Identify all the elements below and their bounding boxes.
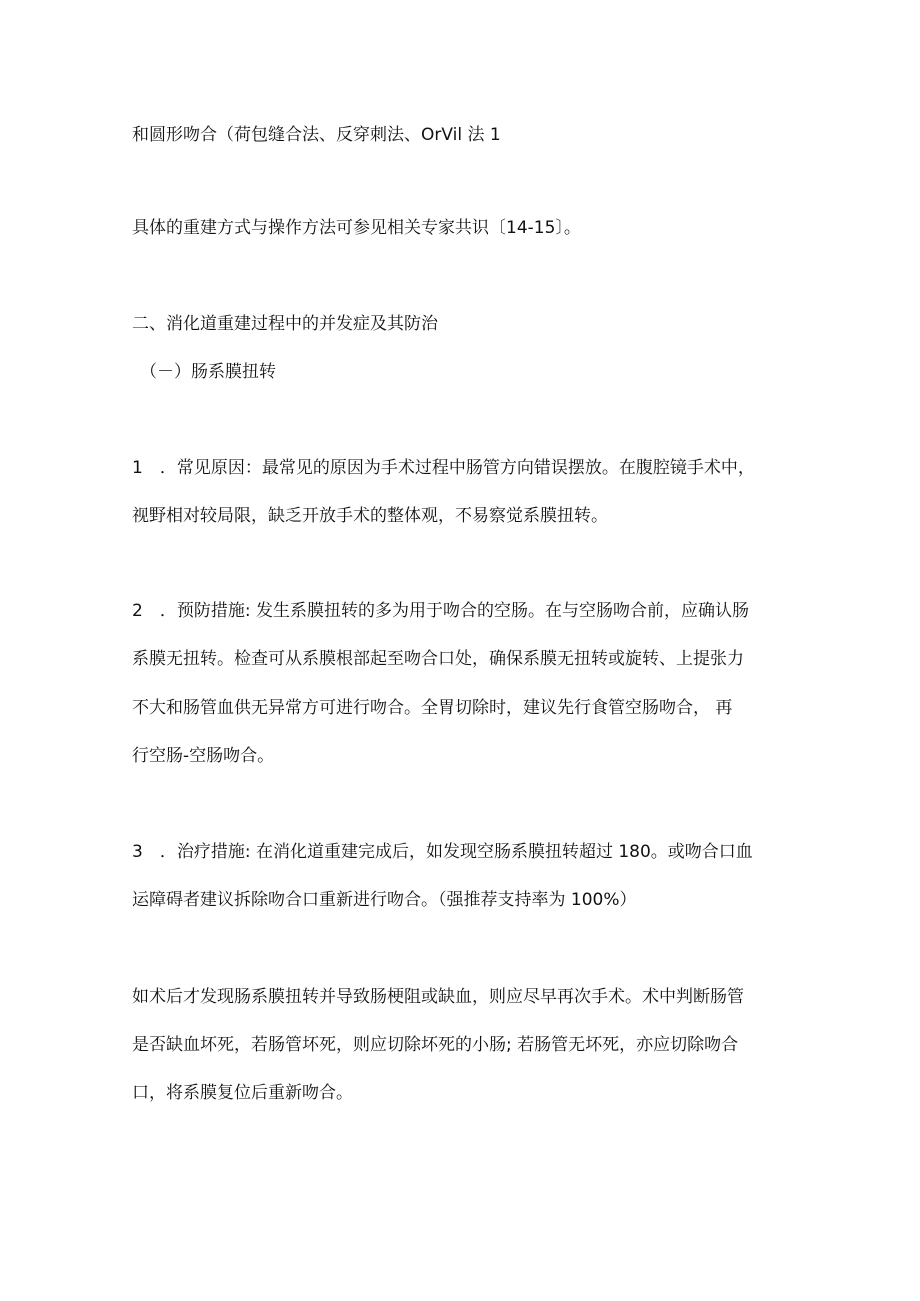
text-line: 具体的重建方式与操作方法可参见相关专家共识〔14-15〕。 bbox=[132, 218, 581, 238]
text-line: 不大和肠管血供无异常方可进行吻合。全胃切除时，建议先行食管空肠吻合， 再 bbox=[132, 698, 733, 718]
text-line: 1 ．常见原因：最常见的原因为手术过程中肠管方向错误摆放。在腹腔镜手术中， bbox=[132, 458, 755, 478]
text-line: 行空肠-空肠吻合。 bbox=[132, 746, 275, 766]
text-line: 运障碍者建议拆除吻合口重新进行吻合。（强推荐支持率为 100%） bbox=[132, 890, 637, 910]
text-line: 系膜无扭转。检查可从系膜根部起至吻合口处，确保系膜无扭转或旋转、上提张力 bbox=[132, 649, 744, 669]
section-heading: 二、消化道重建过程中的并发症及其防治 bbox=[132, 314, 438, 334]
text-line: 2 ．预防措施: 发生系膜扭转的多为用于吻合的空肠。在与空肠吻合前，应确认肠 bbox=[132, 601, 749, 621]
text-line: 视野相对较局限，缺乏开放手术的整体观，不易察觉系膜扭转。 bbox=[132, 506, 608, 526]
text-line: 和圆形吻合（荷包缝合法、反穿刺法、OrVil 法 1 bbox=[132, 125, 501, 145]
text-line: 如术后才发现肠系膜扭转并导致肠梗阻或缺血，则应尽早再次手术。术中判断肠管 bbox=[132, 987, 744, 1007]
text-line: 是否缺血坏死，若肠管坏死，则应切除坏死的小肠; 若肠管无坏死，亦应切除吻合 bbox=[132, 1035, 739, 1055]
subsection-heading: （－）肠系膜扭转 bbox=[140, 362, 276, 382]
text-line: 3 ．治疗措施: 在消化道重建完成后，如发现空肠系膜扭转超过 180。或吻合口血 bbox=[132, 842, 753, 862]
text-line: 口，将系膜复位后重新吻合。 bbox=[132, 1083, 353, 1103]
